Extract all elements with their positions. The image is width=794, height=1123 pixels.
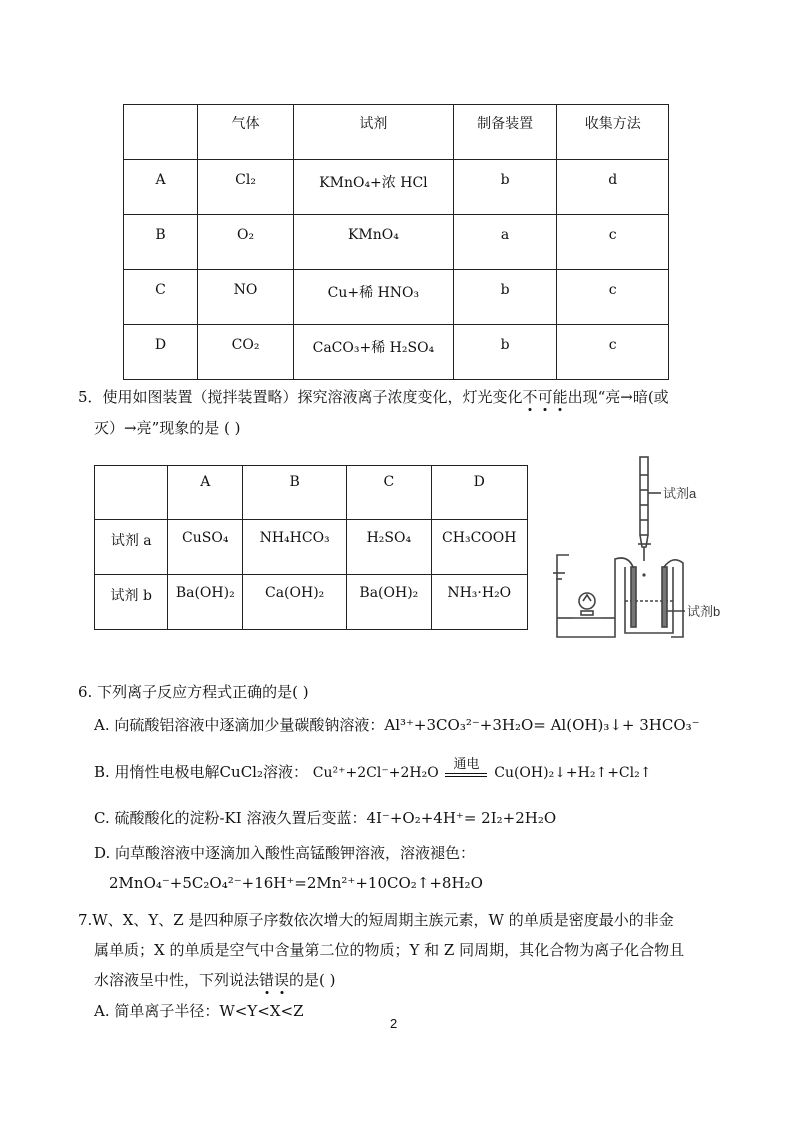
table-row [95, 575, 528, 630]
header-cell: 制备装置 [453, 105, 557, 160]
table-cell: Ca(OH)₂ [243, 575, 347, 630]
q7-option-a: A. 简单离子半径：W<Y<X<Z [94, 1002, 304, 1020]
electrolysis-condition [445, 757, 487, 777]
conductivity-apparatus-figure [543, 455, 743, 645]
table-cell: KMnO₄ [294, 215, 454, 270]
table-cell: Cl₂ [198, 160, 294, 215]
table-cell: c [557, 325, 669, 380]
table-cell: Ba(OH)₂ [347, 575, 431, 630]
header-cell: 气体 [198, 105, 294, 160]
page-number: 2 [390, 1016, 398, 1031]
table-cell: 试剂 b [95, 575, 168, 630]
header-cell [95, 466, 168, 520]
emphasis-char: 可 [537, 388, 553, 406]
header-cell: A [168, 466, 243, 520]
table-cell: O₂ [198, 215, 294, 270]
table-cell: CH₃COOH [431, 520, 527, 575]
header-cell: C [347, 466, 431, 520]
table-cell: NH₃·H₂O [431, 575, 527, 630]
reagent-a-label: 试剂a [663, 486, 697, 501]
q6-option-b-text: B. 用惰性电极电解CuCl₂溶液： [94, 763, 308, 781]
q6-option-d-equation: 2MnO₄⁻+5C₂O₄²⁻+16H⁺=2Mn²⁺+10CO₂↑+8H₂O [109, 874, 483, 892]
equation-left: Cu²⁺+2Cl⁻+2H₂O [312, 765, 439, 781]
table-cell: NH₄HCO₃ [243, 520, 347, 575]
table-row [124, 270, 669, 325]
q7-emphasis [259, 971, 289, 989]
q7-stem-line1: 7.W、X、Y、Z 是四种原子序数依次增大的短周期主族元素，W 的单质是密度最小的非金 [78, 911, 674, 929]
q6-option-d: D. 向草酸溶液中逐滴加入酸性高锰酸钾溶液，溶液褪色： [94, 844, 476, 862]
table-header-row [124, 105, 669, 160]
emphasis-char: 不 [522, 388, 538, 406]
reagent-table [94, 465, 528, 630]
q7-text: 水溶液呈中性，下列说法 [94, 971, 260, 989]
table-cell: NO [198, 270, 294, 325]
table-cell: c [557, 270, 669, 325]
gas-table [123, 104, 669, 380]
table-cell: D [124, 325, 198, 380]
table-cell: C [124, 270, 198, 325]
header-cell: 试剂 [294, 105, 454, 160]
table-row [124, 325, 669, 380]
table-cell: b [453, 160, 557, 215]
q7-stem-line2: 属单质；X 的单质是空气中含量第二位的物质；Y 和 Z 同周期，其化合物为离子化合物且 [94, 941, 685, 959]
table-cell: CuSO₄ [168, 520, 243, 575]
table-row [124, 215, 669, 270]
condition-label: 通电 [453, 757, 480, 772]
reagent-b-label: 试剂b [687, 604, 721, 619]
q6-option-c: C. 硫酸酸化的淀粉-KI 溶液久置后变蓝：4I⁻+O₂+4H⁺= 2I₂+2H₂O [94, 809, 557, 827]
header-cell: B [243, 466, 347, 520]
q5-emphasis [523, 388, 568, 406]
table-cell: CaCO₃+稀 H₂SO₄ [294, 325, 454, 380]
table-row [124, 160, 669, 215]
table-cell: Ba(OH)₂ [168, 575, 243, 630]
q7-text: 的是( ) [289, 971, 336, 989]
header-cell: 收集方法 [557, 105, 669, 160]
q6-stem: 6. 下列离子反应方程式正确的是( ) [78, 683, 309, 701]
table-cell: a [453, 215, 557, 270]
table-cell: B [124, 215, 198, 270]
table-cell: Cu+稀 HNO₃ [294, 270, 454, 325]
table-cell: 试剂 a [95, 520, 168, 575]
emphasis-char: 错 [259, 971, 275, 989]
emphasis-char: 能 [552, 388, 568, 406]
table-cell: CO₂ [198, 325, 294, 380]
table-cell: A [124, 160, 198, 215]
equation-right: Cu(OH)₂↓+H₂↑+Cl₂↑ [494, 765, 652, 781]
table-cell: b [453, 325, 557, 380]
table-row [95, 520, 528, 575]
burette [640, 457, 648, 535]
header-cell: D [431, 466, 527, 520]
table-cell: b [453, 270, 557, 325]
table-cell: KMnO₄+浓 HCl [294, 160, 454, 215]
header-cell [124, 105, 198, 160]
table-cell: H₂SO₄ [347, 520, 431, 575]
table-header-row [95, 466, 528, 520]
q5-stem-line2: 灭）→亮”现象的是 ( ) [94, 419, 241, 437]
q6-option-a: A. 向硫酸铝溶液中逐滴加少量碳酸钠溶液：Al³⁺+3CO₃²⁻+3H₂O= Al(OH)₃↓+ 3HCO₃⁻ [94, 716, 700, 734]
q5-stem-line1 [78, 386, 669, 407]
q5-text: 出现“亮→暗(或 [567, 388, 669, 406]
table-cell: d [557, 160, 669, 215]
q5-text: 5．使用如图装置（搅拌装置略）探究溶液离子浓度变化，灯光变化 [78, 388, 523, 406]
q7-stem-line3 [94, 969, 336, 990]
q6-option-b [94, 757, 652, 782]
emphasis-char: 误 [274, 971, 290, 989]
table-cell: c [557, 215, 669, 270]
